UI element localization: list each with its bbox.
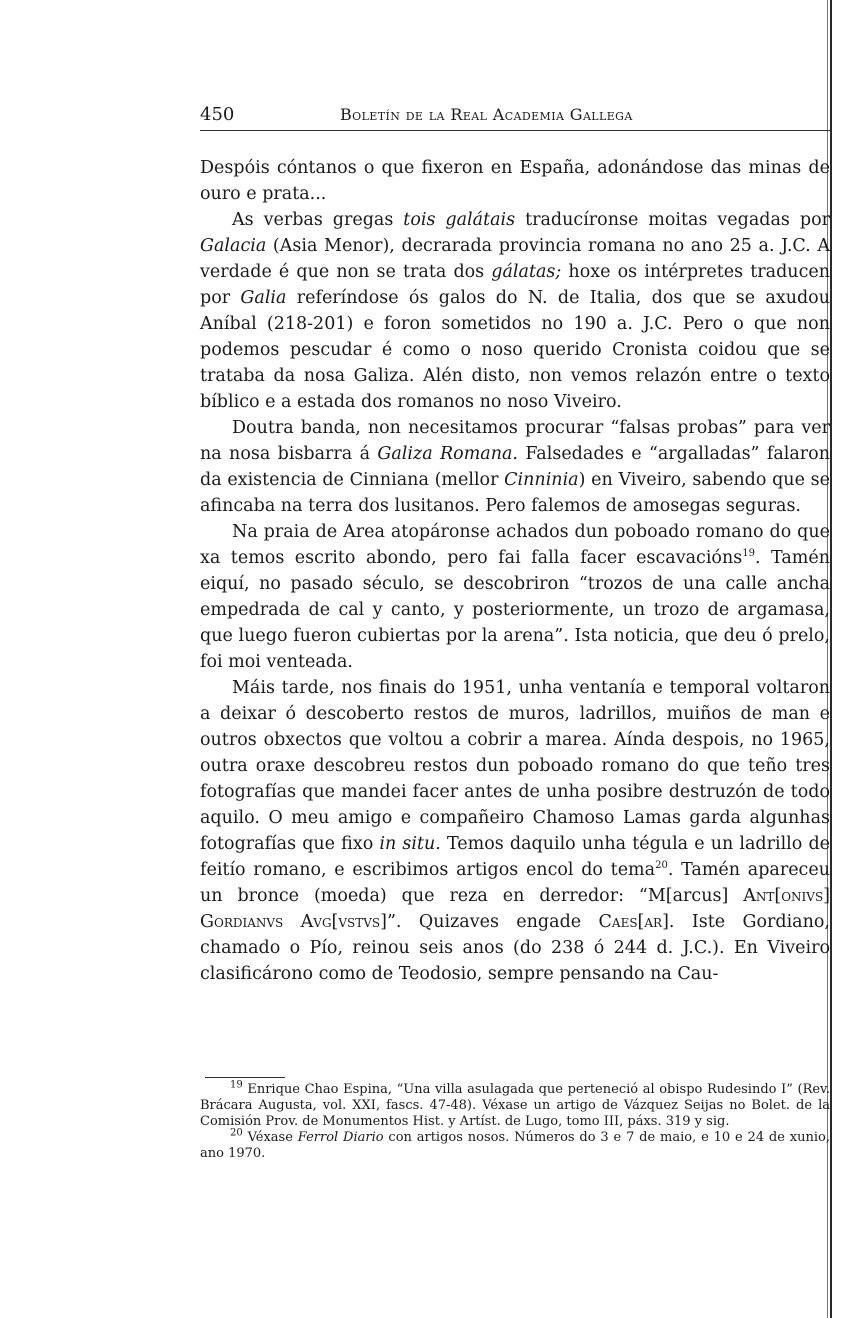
body-text	[200, 155, 830, 987]
p2-italic-tois-galatais: tois galátais	[403, 210, 516, 230]
footnote-ref-19: 19	[742, 548, 755, 560]
footnote-20-text-a: Véxase	[242, 1130, 298, 1145]
p3-text-a: Doutra banda, non necesitamos procurar “falsas probas” para ver na nosa bisbarra á	[200, 418, 830, 464]
paragraph-3	[200, 415, 830, 519]
footnote-ref-20: 20	[655, 860, 668, 872]
paragraph-1-text: Despóis cóntanos o que fixeron en España, adonándose das minas de ouro e prata...	[200, 158, 830, 204]
paragraph-1	[200, 155, 830, 207]
footnotes	[200, 1079, 830, 1162]
p2-italic-galacia: Galacia	[200, 236, 267, 256]
footnote-20	[200, 1127, 830, 1162]
page-header	[200, 104, 830, 131]
p5-italic-in-situ: in situ.	[379, 834, 441, 854]
page-number: 450	[200, 104, 235, 125]
page-edge	[830, 0, 832, 1318]
p2-text-g: hoxe os intérpretes traducen por	[200, 262, 831, 308]
footnote-19	[200, 1079, 830, 1130]
p2-text-i: referíndose ós galos do N. de Italia, dos que se axudou Aníbal (218-201) e foron sometidos no 190 a. J.C. Pero o que non podemos pescudar é como o noso querido Cronista coidou que se trataba da nosa Galiza. Alén disto, non vemos relazón entre o texto bíblico e a estada dos romanos no noso Viveiro.	[200, 288, 830, 412]
p3-italic-galiza-romana: Galiza Romana.	[377, 444, 518, 464]
footnote-19-number: 19	[230, 1079, 243, 1091]
paragraph-5	[200, 675, 830, 987]
p5-text-f: ”. Quizaves engade	[386, 912, 599, 932]
paragraph-2	[200, 207, 830, 415]
p5-text-c: Temos daquilo unha tégula e un ladrillo de feitío romano, e escribimos artigos encol do tema	[200, 834, 831, 880]
p2-text-a: As verbas gregas	[232, 210, 404, 230]
p2-italic-galia: Galia	[240, 288, 287, 308]
p2-text-e: (Asia Menor), decrarada provincia romana no ano 25 a. J.C. A verdade é que non se trata dos	[200, 236, 830, 282]
footnote-rule	[205, 1077, 285, 1078]
p2-text-c: traducíronse moitas vegadas por	[515, 210, 830, 230]
p3-text-c: Falsedades e “argalladas” falaron da existencia de Cinniana (mellor	[200, 444, 830, 490]
footnote-20-number: 20	[230, 1127, 243, 1139]
p5-smallcaps-caesar: Caes[ar]	[598, 912, 669, 932]
footnote-19-text: Enrique Chao Espina, “Una villa asulagada que perteneció al obispo Rudesindo I” (Rev. Brácara Augusta, vol. XXI, fascs. 47-48). Véxase un artigo de Vázquez Seijas no Bolet. de la Comisión Prov. de Monumentos Hist. y Artíst. de Lugo, tomo III, páxs. 319 y sig.	[200, 1082, 830, 1129]
p5-text-h: . Iste Gordiano, chamado o Pío, reinou seis anos (do 238 ó 244 d. J.C.). En Viveiro clasificárono como de Teodosio, sempre pensando na Cau-	[200, 912, 830, 984]
p5-smallcaps-inscription: Ant[onivs] Gordianvs Avg[vstvs]	[200, 886, 830, 932]
footnote-20-text-c: con artigos nosos. Números do 3 e 7 de maio, e 10 e 24 de xunio, ano 1970.	[200, 1130, 830, 1161]
p5-text-a: Máis tarde, nos finais do 1951, unha ventanía e temporal voltaron a deixar ó descoberto restos de muros, ladrillos, muiños de man e outros obxectos que voltou a cobrir a marea. Aínda despois, no 1965, outra oraxe descobreu restos dun poboado romano do que teño tres fotografías que mandei facer antes de unha posibre destruzón de todo aquilo. O meu amigo e compañeiro Chamoso Lamas garda algunhas fotografías que fixo	[200, 678, 830, 854]
p2-italic-galatas: gálatas;	[491, 262, 562, 282]
running-title: Boletín de la Real Academia Gallega	[340, 105, 633, 124]
p3-text-e: ) en Viveiro, sabendo que se afincaba na terra dos lusitanos. Pero falemos de amosegas seguras.	[200, 470, 830, 516]
footnote-20-italic-ferrol-diario: Ferrol Diario	[297, 1130, 384, 1145]
p5-text-d: . Tamén apareceu un bronce (moeda) que reza en derredor: “M[arcus]	[200, 860, 830, 906]
p4-text-b: . Tamén eiquí, no pasado século, se descobriron “trozos de una calle ancha empedrada de cal y canto, y posteriormente, un trozo de argamasa, que luego fueron cubiertas por la arena”. Ista noticia, que deu ó prelo, foi moi venteada.	[200, 548, 830, 672]
p3-italic-cinninia: Cinninia	[504, 470, 579, 490]
paragraph-4	[200, 519, 830, 675]
p4-text-a: Na praia de Area atopáronse achados dun poboado romano do que xa temos escrito abondo, pero fai falla facer escavacións	[200, 522, 830, 568]
